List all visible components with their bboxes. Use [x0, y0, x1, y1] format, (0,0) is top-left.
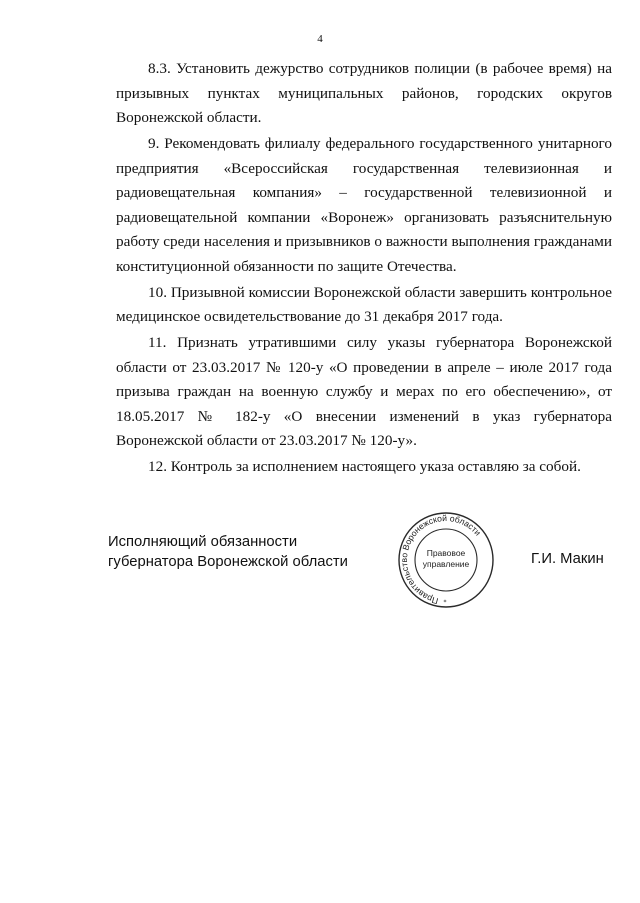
paragraph-11: 11. Признать утратившими силу указы губернатора Воронежской области от 23.03.2017 № 120-у «О проведении в апреле – июле 2017 года призыва граждан на военную службу и мерах по его обеспечению», от 18.05.2017 № 182-у «О внесении изменений в указ губернатора Воронежской области от 23.03.2017 № 120-у». — [116, 334, 612, 449]
paragraph-12: 12. Контроль за исполнением настоящего указа оставляю за собой. — [148, 458, 581, 475]
document-body — [116, 57, 612, 480]
stamp-inner-line1: Правовое — [426, 548, 466, 558]
stamp-star: * — [443, 599, 447, 606]
official-stamp — [396, 510, 496, 608]
signatory-title-line1: Исполняющий обязанности — [108, 534, 298, 550]
stamp-ring-text: Правительство Воронежской области — [398, 512, 484, 607]
paragraph-8-3: 8.3. Установить дежурство сотрудников полиции (в рабочее время) на призывных пунктах муниципальных районов, городских округов Воронежской области. — [116, 60, 612, 126]
paragraph-10: 10. Призывной комиссии Воронежской области завершить контрольное медицинское освидетельствование до 31 декабря 2017 года. — [116, 283, 612, 325]
signatory-name: Г.И. Макин — [531, 551, 604, 567]
paragraph-9: 9. Рекомендовать филиалу федерального государственного унитарного предприятия «Всероссийская государственная телевизионная и радиовещательная компания» – государственной телевизионной и радиовещательной компании «Воронеж» организовать разъяснительную работу среди населения и призывников о важности выполнения гражданами конституционной обязанности по защите Отечества. — [116, 135, 612, 275]
signatory-title — [108, 532, 348, 572]
page-number: 4 — [317, 33, 323, 45]
stamp-inner-line2: управление — [422, 559, 470, 569]
signatory-title-line2: губернатора Воронежской области — [108, 554, 348, 570]
